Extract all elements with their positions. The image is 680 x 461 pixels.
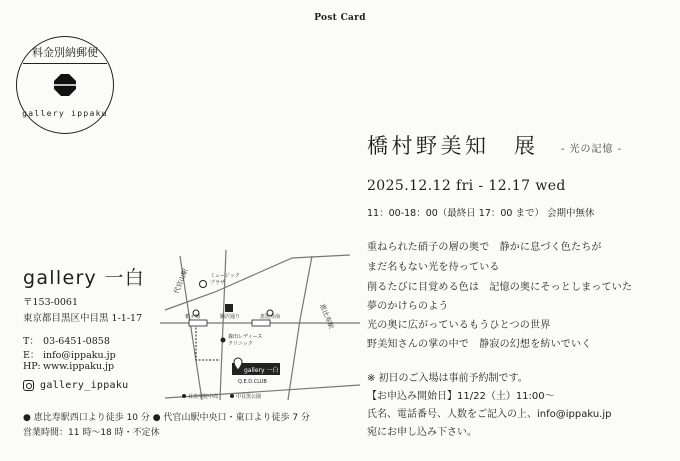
gallery-address: 東京都目黒区中目黒 1-1-17: [23, 313, 143, 324]
access-directions: ● 恵比寿駅西口より徒歩 10 分 ● 代官山駅中央口・東口より徒歩 7 分: [23, 413, 310, 423]
label-ebisu-station: 恵比寿駅: [318, 302, 336, 330]
instagram-handle[interactable]: gallery_ippaku: [40, 380, 129, 391]
access-map: [160, 250, 360, 410]
shop-icon: [225, 304, 233, 312]
label-clinic: 森田レディース: [228, 334, 263, 340]
website-label: HP:: [23, 361, 41, 372]
gallery-logo-icon: [53, 73, 77, 97]
map-road-upper: [165, 255, 350, 310]
rail-crossing-right: [252, 320, 270, 326]
phone-label: T：: [23, 336, 39, 347]
label-gallery-pin: gallery 一白: [244, 367, 279, 374]
stamp-gallery-name: gallery ippaku: [22, 109, 108, 118]
label-komazawa-dori: 駒沢通り: [220, 314, 241, 320]
label-music-plaza: ミュージック: [210, 273, 240, 279]
exhibition-subtitle: - 光の記憶 -: [561, 144, 623, 155]
stamp-divider: [23, 63, 107, 64]
postal-code: 〒153-0061: [23, 297, 79, 308]
business-hours: 営業時間：11 時～18 時・不定休: [23, 428, 160, 438]
email-link[interactable]: info@ippaku.jp: [43, 350, 116, 361]
label-qed-club: Q.E.D.CLUB: [238, 379, 267, 385]
poem-line: 光の奥に広がっているもうひとつの世界: [367, 320, 551, 331]
rail-crossing-left: [189, 320, 207, 326]
poem-line: 夢のかけらのよう: [367, 301, 449, 312]
phone-value: 03-6451-0858: [43, 336, 110, 347]
exhibition-title: 橋村野美知 展: [367, 134, 539, 158]
gallery-name: gallery 一白: [23, 267, 146, 289]
instagram-icon: [23, 380, 34, 391]
park-marker: [230, 394, 234, 398]
reservation-instructions: 宛にお申し込み下さい。: [367, 427, 477, 438]
exhibition-dates: 2025.12.12 fri - 12.17 wed: [367, 178, 566, 194]
map-road-right: [288, 256, 312, 400]
poem-line: 野美知さんの掌の中で 静寂の幻想を紡いでいく: [367, 339, 592, 350]
email-address: [23, 347, 116, 361]
post-card-label: Post Card: [314, 13, 366, 23]
music-plaza-marker: [200, 281, 207, 288]
label-saruhashi: 槍ヶ崎: [185, 314, 201, 320]
label-clinic: クリニック: [228, 341, 253, 347]
website: [23, 361, 114, 372]
school-marker: [182, 394, 186, 398]
map-route: [196, 324, 220, 360]
clinic-marker: [221, 338, 226, 343]
poem-line: まだ名もない光を待っている: [367, 262, 500, 273]
label-ebisu-minami: 恵比寿南: [260, 314, 281, 320]
label-daikanyama-station: 代官山駅: [172, 267, 190, 295]
label-park: 中目黒公園: [236, 394, 262, 400]
email-label: E：: [23, 350, 40, 361]
label-music-plaza: プラザ: [210, 280, 226, 286]
phone-number: [23, 333, 110, 347]
poem-line: 削るたびに目覚める色は 記憶の奥にそっとしまっていた: [367, 282, 633, 293]
website-link[interactable]: www.ippaku.jp: [43, 361, 115, 372]
reservation-start-date: 【お申込み開始日】11/22（土）11:00～: [367, 391, 555, 402]
reservation-note: ※ 初日のご入場は事前予約制です。: [367, 373, 528, 384]
stamp-text: 料金別納郵便: [32, 46, 98, 59]
poem-line: 重ねられた硝子の層の奥で 静かに息づく色たちが: [367, 242, 602, 253]
postage-stamp: [16, 36, 114, 134]
label-school: 目黒学院中高: [188, 394, 219, 400]
reservation-instructions: 氏名、電話番号、人数をご記入の上、info@ippaku.jp: [367, 409, 612, 420]
exhibition-hours: 11：00-18：00（最終日 17：00 まで） 会期中無休: [367, 208, 595, 219]
